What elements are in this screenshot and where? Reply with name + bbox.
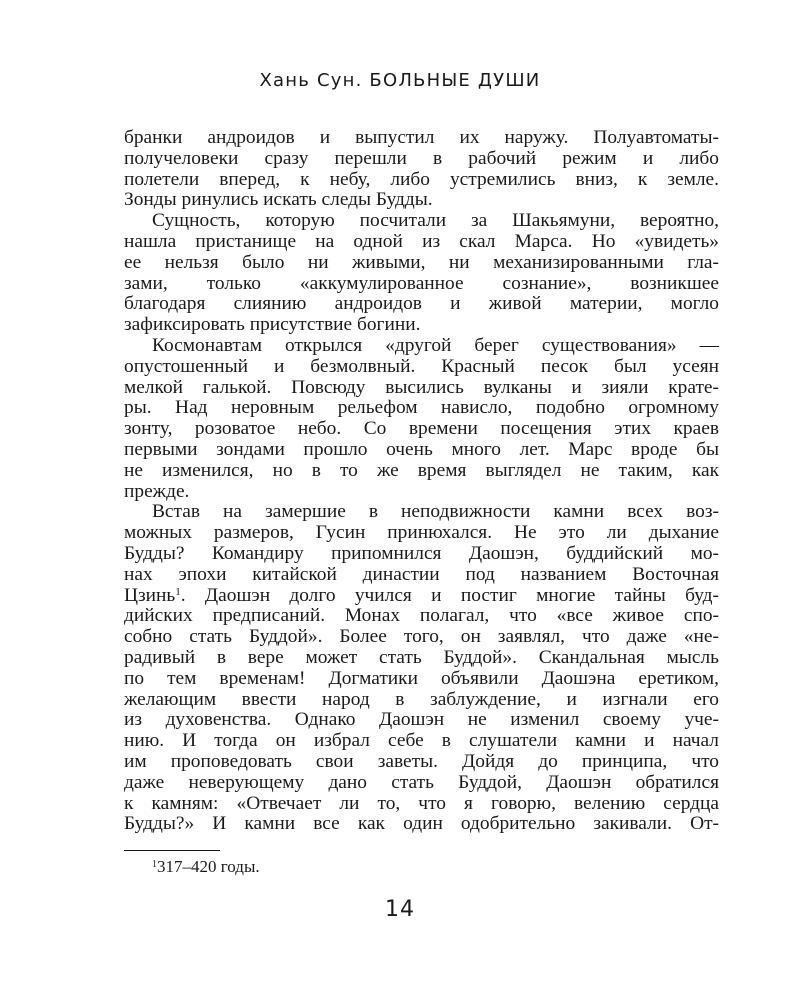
text-line: зами, только «аккумулированное сознание», возникшее: [124, 272, 719, 294]
footnote-text: 317–420 годы.: [157, 857, 260, 876]
text-line: Будды?» И камни все как один одобрительно закивали. От-: [124, 813, 719, 835]
footnote-marker: 1: [152, 859, 157, 870]
text-line: Встав на замершие в неподвижности камни всех воз-: [152, 501, 719, 523]
text-line: зонту, розоватое небо. Со времени посещения этих краев: [124, 418, 719, 440]
body-text: [124, 128, 719, 835]
text-line: мелкой галькой. Повсюду высились вулканы и зияли крате-: [124, 376, 719, 398]
text-fragment: Цзинь: [124, 584, 176, 606]
text-line: радивый в вере может стать Буддой». Скандальная мысль: [124, 646, 719, 668]
text-line: опустошенный и безмолвный. Красный песок был усеян: [124, 355, 719, 377]
text-line: прежде.: [124, 480, 190, 502]
footnote-divider: [124, 850, 220, 851]
text-line: зафиксировать присутствие богини.: [124, 314, 421, 336]
text-line: Космонавтам открылся «другой берег существования» —: [152, 334, 719, 356]
text-line: дийских предписаний. Монах полагал, что «все живое спо-: [124, 605, 719, 627]
text-line: можных размеров, Гусин принюхался. Не это ли дыхание: [124, 522, 719, 544]
text-line: Сущность, которую посчитали за Шакьямуни, вероятно,: [152, 210, 719, 232]
footnote-reference: 1: [175, 585, 181, 598]
text-line: по тем временам! Догматики объявили Даошэна еретиком,: [124, 667, 719, 689]
text-line: полетели вперед, к небу, либо устремились вниз, к земле.: [124, 168, 719, 190]
text-line: даже неверующему дано стать Буддой, Даошэн обратился: [124, 771, 719, 793]
text-line: ее нельзя было ни живыми, ни механизированными гла-: [124, 251, 719, 273]
text-line: им проповедовать свои заветы. Дойдя до принципа, что: [124, 750, 719, 772]
text-line: Будды? Командиру припомнился Даошэн, буддийский мо-: [124, 542, 719, 564]
text-line: благодаря слиянию андроидов и живой материи, могло: [124, 293, 719, 315]
text-line: нию. И тогда он избрал себе в слушатели камни и начал: [124, 730, 719, 752]
footnote: [152, 857, 260, 877]
text-line: Зонды ринулись искать следы Будды.: [124, 189, 433, 211]
text-line: не изменился, но в то же время выглядел не таким, как: [124, 459, 719, 481]
text-line: нашла пристанище на одной из скал Марса. Но «увидеть»: [124, 230, 719, 252]
text-line: собно стать Буддой». Более того, он заявлял, что даже «не-: [124, 626, 719, 648]
text-line: к камням: «Отвечает ли то, что я говорю, велению сердца: [124, 792, 719, 814]
text-line: желающим ввести народ в заблуждение, и изгнали его: [124, 688, 719, 710]
text-fragment: . Даошэн долго учился и постиг многие тайны буд-: [180, 584, 719, 606]
text-line: ры. Над неровным рельефом нависло, подобно огромному: [124, 397, 719, 419]
text-line: бранки андроидов и выпустил их наружу. Полуавтоматы-: [124, 127, 719, 148]
page-number: 14: [385, 897, 415, 922]
running-head: Хань Сун. БОЛЬНЫЕ ДУШИ: [259, 70, 541, 91]
text-line: [124, 586, 719, 607]
text-line: из духовенства. Однако Даошэн не изменил своему уче-: [124, 709, 719, 731]
text-line: первыми зондами прошло очень много лет. Марс вроде бы: [124, 438, 719, 460]
text-line: нах эпохи китайской династии под названием Восточная: [124, 563, 719, 585]
text-line: получеловеки сразу перешли в рабочий режим и либо: [124, 147, 719, 169]
